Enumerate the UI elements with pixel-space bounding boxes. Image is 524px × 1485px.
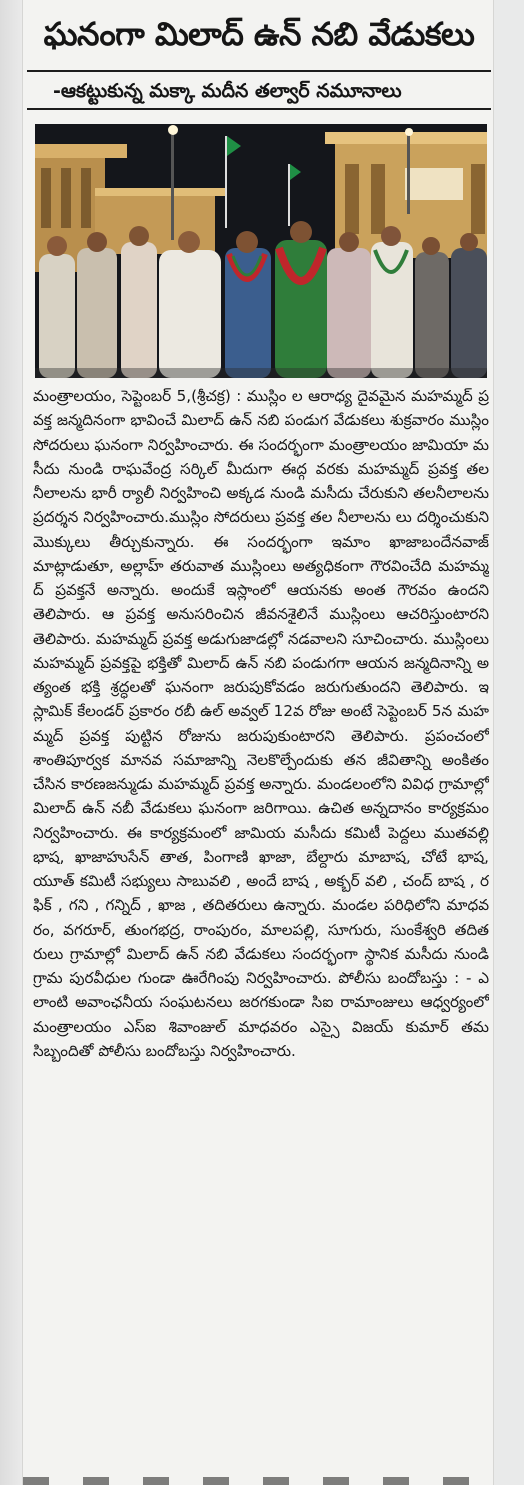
page-edge (0, 0, 22, 1485)
bottom-edge-marks (23, 1477, 493, 1485)
subheadline: -ఆకట్టుకున్న మక్కా మదీన తల్వార్ నమూనాలు (53, 80, 402, 102)
article-body: మంత్రాలయం, సెప్టెంబర్ 5,(శ్రీచక్ర) : ముస్లిం ల ఆరాధ్య దైవమైన మహమ్మద్ ప్రవక్త జన్మదినంగా భావించే మిలాద్ ఉన్ నబి పండుగ వేడుకలు శుక్రవారం ముస్లిం సోదరులు ఘనంగా నిర్వహించారు. ఈ సందర్భంగా మంత్రాలయం జామియా మసీదు నుండి రాఘవేంద్ర సర్కిల్ మీదుగా ఈద్గ వరకు మహమ్మద్ ప్రవక్త తలనీలాలను భారీ ర్యాలీ నిర్వహించి అక్కడ నుండి మసీదు చేరుకుని తలనీలాలను ప్రదర్శన నిర్వహించారు.ముస్లిం సోదరులు ప్రవక్త తల నీలాలను లు దర్శించుకుని మొక్కులు తీర్చుకున్నారు. ఈ సందర్భంగా ఇమాం ఖాజాబందేనవాజ్ మాట్లాడుతూ, అల్లాహ్ తరువాత ముస్లింలు అత్యధికంగా గౌరవించేది మహమ్మద్ ప్రవక్తనే అన్నారు. అందుకే ఇస్లాంలో ఆయనకు అంత గౌరవం ఉందని తెలిపారు. ఆ ప్రవక్త అనుసరించిన జీవనశైలినే ముస్లింలు ఆచరిస్తుంటారని తెలిపారు. మహమ్మద్ ప్రవక్త అడుగుజాడల్లో నడవాలని సూచించారు. ముస్లింలు మహమ్మద్ ప్రవక్తపై భక్తితో మిలాద్ ఉన్ నబి పండుగగా ఆయన జన్మదినాన్ని అత్యంత భక్తి శ్రద్ధలతో ఘనంగా జరుపుకోవడం జరుగుతుందని తెలిపారు. ఇస్లామిక్ కేలండర్ ప్రకారం రబీ ఉల్ అవ్వల్ 12వ రోజు అంటే సెప్టెంబర్ 5న మహమ్మద్ ప్రవక్త పుట్టిన రోజును జరుపుకుంటారని తెలిపారు. ప్రపంచంలో శాంతిపూర్వక మానవ సమాజాన్ని నెలకొల్పేందుకు తన జీవితాన్ని అంకితం చేసిన కారణజన్ముడు మహమ్మద్ ప్రవక్త అన్నారు. మండలంలోని వివిధ గ్రామాల్లో మిలాద్ ఉన్ నబీ వేడుకలు ఘనంగా జరిగాయి. ఉచిత అన్నదానం కార్యక్రమం నిర్వహించారు. ఈ కార్యక్రమంలో జామియ మసీదు కమిటీ పెద్దలు ముతవల్లి భాష, ఖాజాహుసేన్ తాత, పింగాణి ఖాజా, బేల్దారు మాబాష, చోటే భాష, యూత్ కమిటీ సభ్యులు సాబువలి , అందే బాష , అక్బర్ వలి , చంద్ బాష , రఫిక్ , గని , గన్నిద్ , ఖాజ , తదితరులు ఉన్నారు. మండల పరిధిలోని మాధవరం, వగరూర్, తుంగభద్ర, రాంపురం, మాలపల్లి, సూగురు, సుంకేశ్వరి తదితరులు గ్రామాల్లో మిలాద్ ఉన్ నబి వేడుకలు సందర్భంగా స్థానిక మసీదు నుండి గ్రామ పురవీధుల గుండా ఊరేగింపు నిర్వహించారు. పోలీసు బందోబస్తు : - ఎలాంటి అవాంఛనీయ సంఘటనలు జరగకుండా సిఐ రామాంజులు ఆధ్వర్యంలో మంత్రాలయం ఎస్ఐ శివాంజుల్ మాధవరం ఎస్సై విజయ్ కుమార్ తమ సిబ్బందితో పోలీసు బందోబస్తు నిర్వహించారు. (33, 387, 489, 1060)
news-clipping (22, 0, 494, 1485)
procession-photo (35, 124, 487, 378)
subheadline-rule (27, 70, 491, 110)
headline: ఘనంగా మిలాద్ ఉన్ నబి వేడుకలు (43, 15, 475, 53)
